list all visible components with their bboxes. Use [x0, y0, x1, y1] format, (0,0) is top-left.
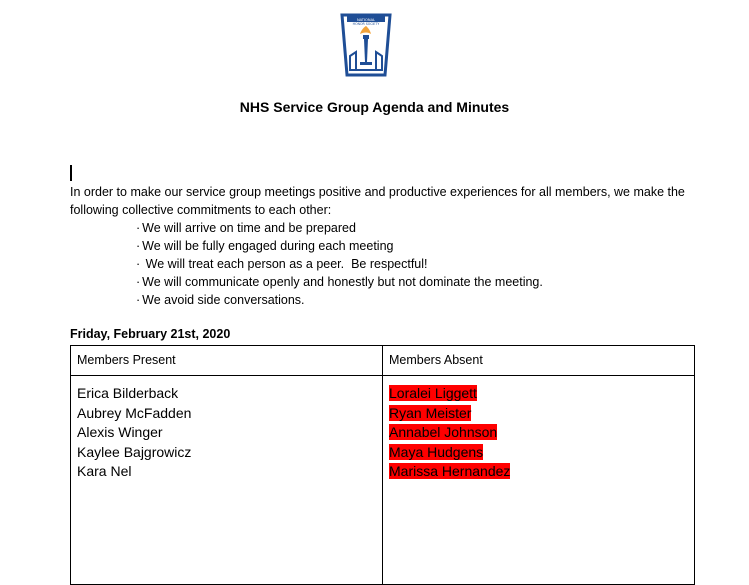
- members-absent-cell: [383, 376, 695, 585]
- absent-member-name: Loralei Liggett: [389, 385, 477, 401]
- commitment-item: · We will arrive on time and be prepared: [136, 219, 543, 237]
- intro-paragraph: In order to make our service group meetings positive and productive experiences for all members, we make the following collective commitments to each other:: [70, 185, 685, 217]
- commitment-item: · We will communicate openly and honestly but not dominate the meeting.: [136, 273, 543, 291]
- absent-member-name: Ryan Meister: [389, 404, 472, 421]
- absent-member-name: Annabel Johnson: [389, 424, 498, 440]
- present-member-name: Kara Nel: [77, 463, 132, 479]
- absent-member-name: Marissa Hernandez: [389, 463, 511, 479]
- members-absent-header: Members Absent: [383, 346, 695, 376]
- svg-text:HONOR SOCIETY: HONOR SOCIETY: [352, 22, 380, 26]
- present-member-name: Erica Bilderback: [77, 385, 179, 401]
- svg-text:NATIONAL: NATIONAL: [356, 18, 376, 22]
- commitment-item: · We will be fully engaged during each meeting: [136, 237, 543, 255]
- document-title: NHS Service Group Agenda and Minutes: [239, 99, 510, 115]
- members-present-header: Members Present: [71, 346, 383, 376]
- nhs-emblem-logo: [338, 12, 394, 80]
- members-present-cell: [71, 376, 383, 585]
- commitments-list: [136, 219, 543, 309]
- meeting-date-heading: Friday, February 21st, 2020: [70, 327, 231, 341]
- commitment-item: · We avoid side conversations.: [136, 291, 543, 309]
- commitment-item: · We will treat each person as a peer. Be respectful!: [136, 255, 543, 273]
- present-member-name: Kaylee Bajgrowicz: [77, 443, 192, 460]
- text-cursor: [70, 165, 72, 181]
- present-member-name: Alexis Winger: [77, 424, 163, 440]
- absent-member-name: Maya Hudgens: [389, 443, 484, 460]
- present-member-name: Aubrey McFadden: [77, 404, 192, 421]
- attendance-table: [70, 345, 695, 585]
